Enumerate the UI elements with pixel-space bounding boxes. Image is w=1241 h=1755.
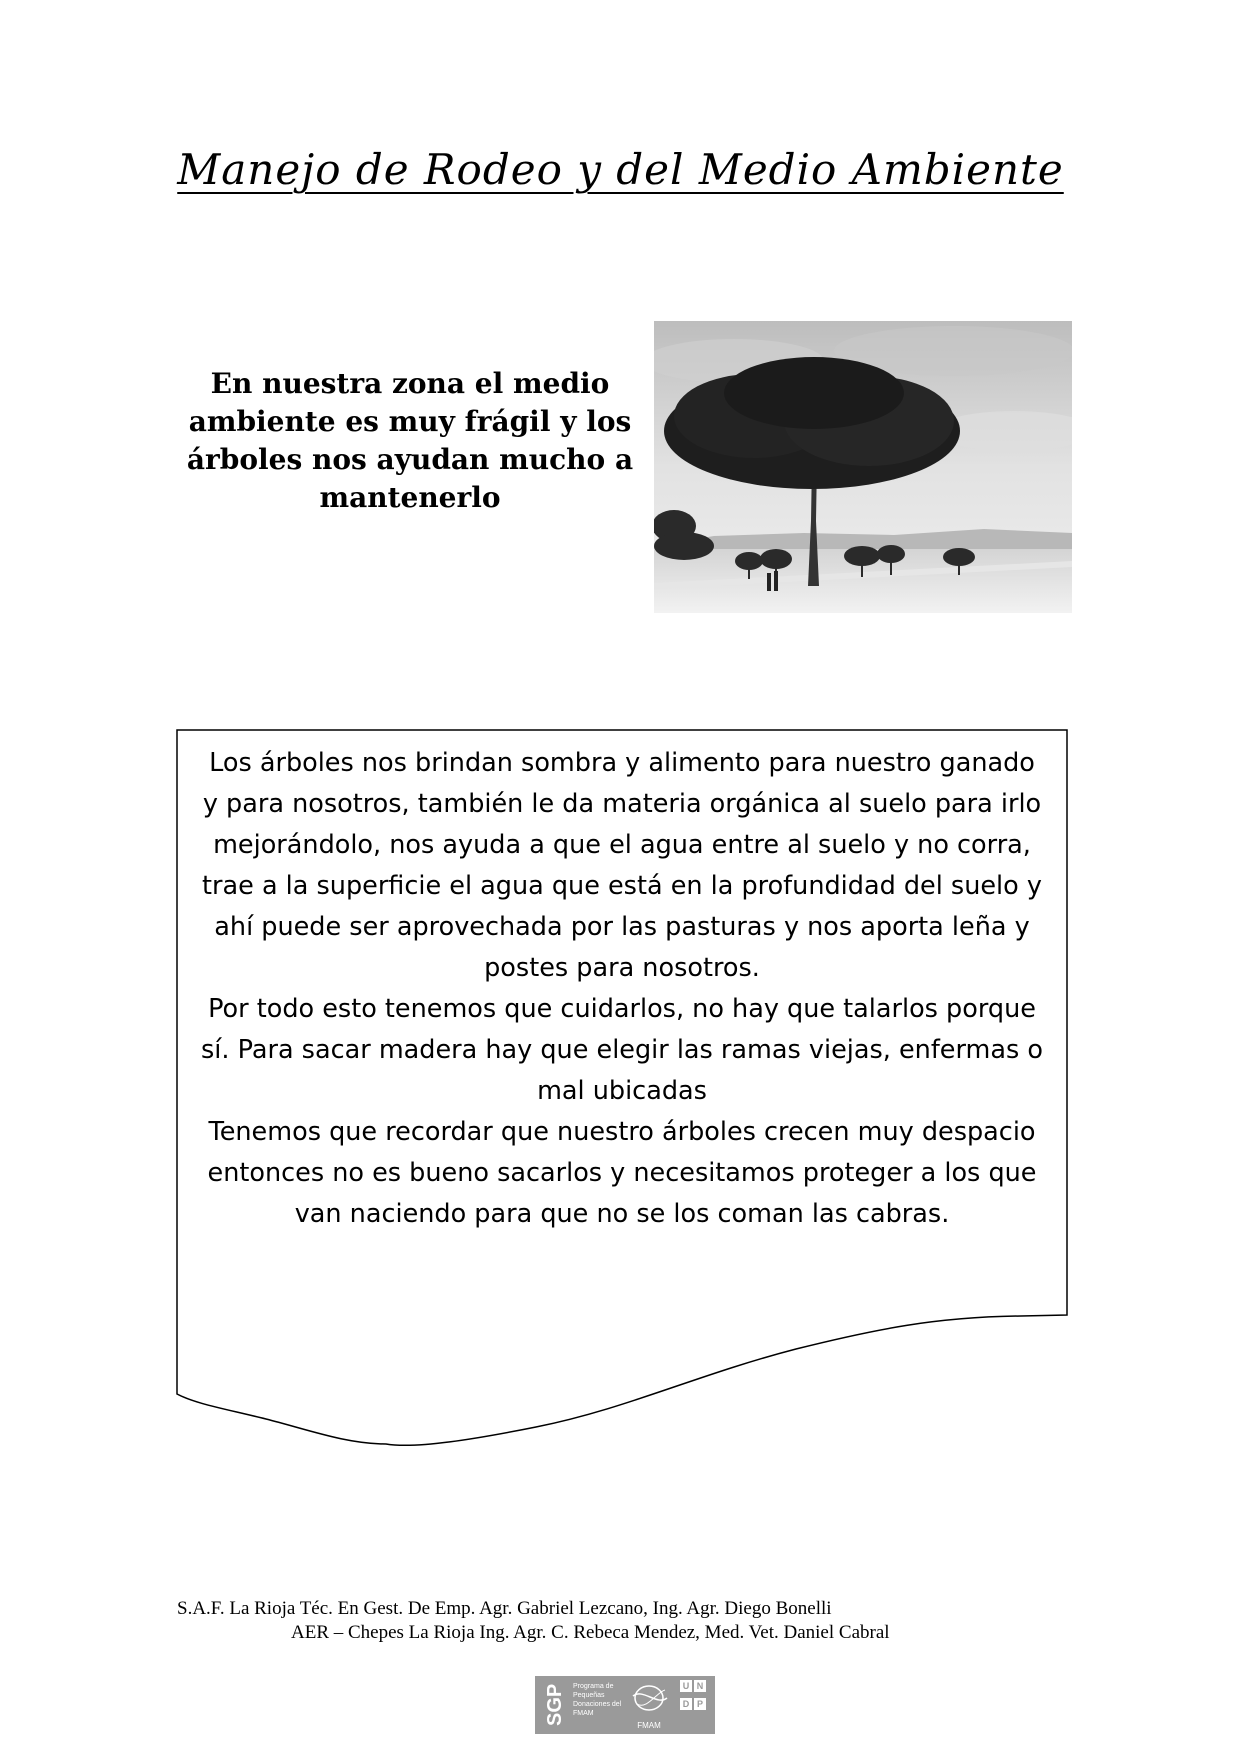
credits-line-2: AER – Chepes La Rioja Ing. Agr. C. Rebeca Mendez, Med. Vet. Daniel Cabral <box>291 1622 890 1643</box>
undp-letter: D <box>680 1698 692 1710</box>
sponsor-logos <box>535 1676 715 1734</box>
pine-tree-landscape-icon <box>654 321 1072 613</box>
undp-logo <box>675 1676 711 1734</box>
credits-line-1: S.A.F. La Rioja Téc. En Gest. De Emp. Agr. Gabriel Lezcano, Ing. Agr. Diego Bonelli <box>177 1598 832 1619</box>
info-text <box>200 743 1044 1235</box>
tree-photo <box>654 321 1072 613</box>
intro-text: En nuestra zona el medio ambiente es muy frágil y los árboles nos ayudan mucho a mantenerlo <box>186 367 634 514</box>
undp-letter: P <box>694 1698 706 1710</box>
globe-icon <box>627 1676 671 1716</box>
info-paragraph-2: Por todo esto tenemos que cuidarlos, no hay que talarlos porque sí. Para sacar madera hay que elegir las ramas viejas, enfermas o mal ubicadas <box>201 994 1043 1106</box>
sgp-program-text: Programa de Pequeñas Donaciones del FMAM <box>573 1683 622 1717</box>
fmam-logo <box>627 1676 671 1734</box>
info-paragraph-3: Tenemos que recordar que nuestro árboles crecen muy despacio entonces no es bueno sacarlos y necesitamos proteger a los que van naciendo para que no se los coman las cabras. <box>207 1117 1037 1229</box>
undp-letter: U <box>680 1680 692 1692</box>
info-box <box>176 729 1068 1459</box>
info-paragraph-1: Los árboles nos brindan sombra y alimento para nuestro ganado y para nosotros, también le da materia orgánica al suelo para irlo mejorándolo, nos ayuda a que el agua entre al suelo y no corra, trae a la superficie el agua que está en la profundidad del suelo y ahí puede ser aprovechada por las pasturas y nos aporta leña y postes para nosotros. <box>202 748 1042 983</box>
credits <box>177 1597 1077 1645</box>
page-title: Manejo de Rodeo y del Medio Ambiente <box>177 145 1064 194</box>
sgp-logo: SGP <box>544 1683 566 1727</box>
undp-letter: N <box>694 1680 706 1692</box>
fmam-label: FMAM <box>637 1721 661 1730</box>
